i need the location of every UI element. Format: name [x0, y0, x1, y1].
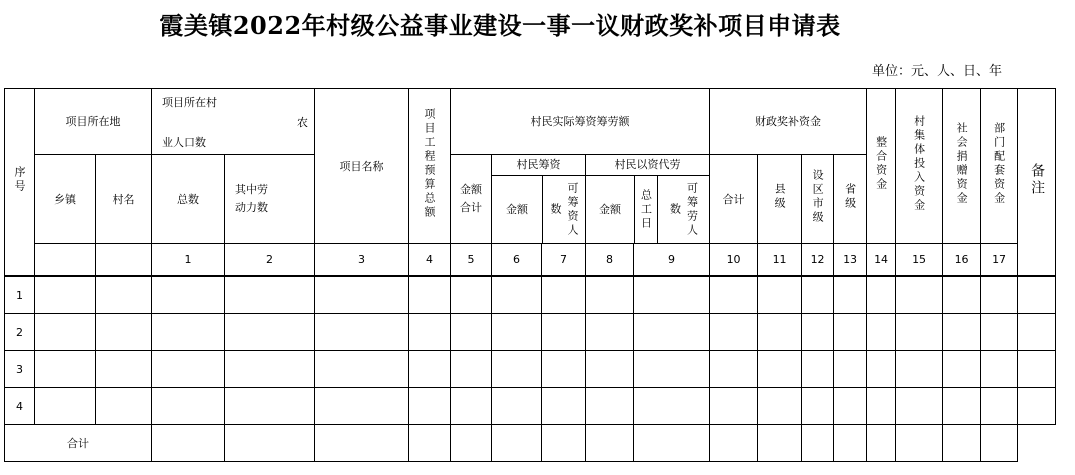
table-cell[interactable]	[834, 277, 867, 314]
table-cell[interactable]	[834, 314, 867, 351]
header-county: 县级	[758, 155, 802, 244]
total-cell[interactable]	[834, 425, 867, 462]
total-cell[interactable]	[802, 425, 834, 462]
table-cell[interactable]	[758, 388, 802, 425]
header-population	[152, 89, 315, 155]
header-location: 项目所在地	[35, 89, 152, 155]
table-cell[interactable]	[981, 351, 1018, 388]
table-cell[interactable]	[451, 314, 492, 351]
table-cell[interactable]	[409, 351, 451, 388]
total-row	[5, 425, 1056, 462]
row-seq: 4	[5, 388, 35, 425]
table-row	[5, 314, 1056, 351]
table-cell[interactable]	[225, 388, 315, 425]
total-cell[interactable]	[542, 425, 586, 462]
table-cell[interactable]	[542, 277, 586, 314]
table-cell[interactable]	[315, 351, 409, 388]
table-cell[interactable]	[634, 277, 710, 314]
colnum-2: 2	[225, 244, 315, 276]
header-dept: 部门配套资金	[981, 89, 1018, 244]
colnum-12: 12	[802, 244, 834, 276]
total-cell[interactable]	[896, 425, 943, 462]
table-cell[interactable]	[586, 388, 634, 425]
table-cell[interactable]	[834, 351, 867, 388]
table-cell[interactable]	[542, 314, 586, 351]
total-cell[interactable]	[981, 425, 1018, 462]
colnum-3: 3	[315, 244, 409, 276]
table-cell[interactable]	[758, 314, 802, 351]
table-cell[interactable]	[634, 314, 710, 351]
data-rows-table	[4, 276, 1056, 462]
total-cell[interactable]	[758, 425, 802, 462]
table-cell[interactable]	[35, 351, 96, 388]
table-cell[interactable]	[96, 351, 152, 388]
table-cell[interactable]	[409, 388, 451, 425]
table-cell[interactable]	[225, 351, 315, 388]
table-cell[interactable]	[96, 277, 152, 314]
table-cell[interactable]	[710, 351, 758, 388]
column-number-row	[5, 244, 1056, 276]
table-cell[interactable]	[981, 314, 1018, 351]
table-cell[interactable]	[542, 388, 586, 425]
total-cell[interactable]	[152, 425, 225, 462]
colnum-5: 5	[451, 244, 492, 276]
table-cell[interactable]	[834, 388, 867, 425]
table-cell[interactable]	[315, 388, 409, 425]
table-cell[interactable]	[1018, 314, 1056, 351]
table-cell[interactable]	[981, 388, 1018, 425]
table-cell[interactable]	[152, 388, 225, 425]
colnum-10: 10	[710, 244, 758, 276]
table-cell[interactable]	[896, 388, 943, 425]
table-cell[interactable]	[867, 388, 896, 425]
table-cell[interactable]	[634, 388, 710, 425]
header-remark: 备注	[1018, 89, 1056, 276]
total-label: 合计	[5, 425, 152, 462]
header-village: 村名	[96, 155, 152, 244]
table-cell[interactable]	[1018, 388, 1056, 425]
colnum-17: 17	[981, 244, 1018, 276]
pop-line3: 业人口数	[162, 135, 206, 149]
table-cell[interactable]	[1018, 351, 1056, 388]
unit-note: 单位：元、人、日、年	[872, 64, 1003, 79]
table-cell[interactable]	[492, 277, 542, 314]
total-cell[interactable]	[492, 425, 542, 462]
row-seq: 2	[5, 314, 35, 351]
header-total: 总数	[152, 155, 225, 244]
table-cell[interactable]	[225, 314, 315, 351]
table-cell[interactable]	[867, 351, 896, 388]
table-cell[interactable]	[315, 314, 409, 351]
table-row	[5, 351, 1056, 388]
header-villager-raise: 村民实际筹资筹劳额	[451, 89, 710, 155]
colnum-empty-b	[96, 244, 152, 276]
total-cell[interactable]	[710, 425, 758, 462]
header-labor-sub-group	[586, 155, 710, 244]
table-cell[interactable]	[96, 314, 152, 351]
table-cell[interactable]	[152, 277, 225, 314]
header-province: 省级	[834, 155, 867, 244]
colnum-11: 11	[758, 244, 802, 276]
table-cell[interactable]	[802, 314, 834, 351]
colnum-empty-a	[35, 244, 96, 276]
table-cell[interactable]	[409, 314, 451, 351]
table-cell[interactable]	[451, 277, 492, 314]
colnum-13: 13	[834, 244, 867, 276]
header-township: 乡镇	[35, 155, 96, 244]
table-cell[interactable]	[586, 277, 634, 314]
table-cell[interactable]	[896, 277, 943, 314]
row-seq: 3	[5, 351, 35, 388]
total-cell[interactable]	[867, 425, 896, 462]
colnum-4: 4	[409, 244, 451, 276]
colnum-16: 16	[943, 244, 981, 276]
header-social: 社会捐赠资金	[943, 89, 981, 244]
header-labor: 其中劳 动力数	[225, 155, 315, 244]
table-cell[interactable]	[492, 388, 542, 425]
table-cell[interactable]	[802, 351, 834, 388]
table-cell[interactable]	[896, 314, 943, 351]
application-table	[4, 88, 1056, 276]
header-collective: 村集体投入资金	[896, 89, 943, 244]
table-row	[5, 388, 1056, 425]
table-cell[interactable]	[586, 314, 634, 351]
total-cell[interactable]	[586, 425, 634, 462]
header-workdays: 总工日	[639, 188, 653, 231]
total-cell[interactable]	[315, 425, 409, 462]
table-row	[5, 277, 1056, 314]
table-cell[interactable]	[35, 388, 96, 425]
colnum-15: 15	[896, 244, 943, 276]
table-cell[interactable]	[315, 277, 409, 314]
table-cell[interactable]	[35, 277, 96, 314]
table-cell[interactable]	[710, 388, 758, 425]
table-cell[interactable]	[225, 277, 315, 314]
header-budget: 项目工程预算总额	[409, 89, 451, 244]
total-cell[interactable]	[225, 425, 315, 462]
header-raise-total: 金额 合计	[451, 155, 492, 244]
colnum-14: 14	[867, 244, 896, 276]
table-cell[interactable]	[981, 277, 1018, 314]
row-seq: 1	[5, 277, 35, 314]
table-cell[interactable]	[943, 314, 981, 351]
colnum-1: 1	[152, 244, 225, 276]
header-project-name: 项目名称	[315, 89, 409, 244]
total-cell[interactable]	[943, 425, 981, 462]
header-city: 设区市级	[802, 155, 834, 244]
header-integrated: 整合资金	[867, 89, 896, 244]
header-fiscal-total: 合计	[710, 155, 758, 244]
table-cell[interactable]	[867, 277, 896, 314]
table-cell[interactable]	[492, 314, 542, 351]
table-cell[interactable]	[802, 277, 834, 314]
table-cell[interactable]	[152, 351, 225, 388]
table-cell[interactable]	[802, 388, 834, 425]
header-amount: 金额	[492, 176, 543, 243]
table-cell[interactable]	[943, 277, 981, 314]
header-amount2: 金额	[586, 176, 635, 243]
colnum-9: 9	[634, 244, 710, 276]
table-cell[interactable]	[492, 351, 542, 388]
table-cell[interactable]	[710, 277, 758, 314]
pop-line2: 农	[297, 115, 308, 129]
header-funders-count: 可筹资人数	[549, 181, 579, 238]
table-cell[interactable]	[152, 314, 225, 351]
total-cell[interactable]	[409, 425, 451, 462]
table-cell[interactable]	[896, 351, 943, 388]
table-cell[interactable]	[586, 351, 634, 388]
table-cell[interactable]	[943, 351, 981, 388]
table-cell[interactable]	[542, 351, 586, 388]
table-cell[interactable]	[451, 351, 492, 388]
pop-line1: 项目所在村	[162, 95, 217, 109]
total-cell[interactable]	[634, 425, 710, 462]
header-laborers-count: 可筹劳人数	[668, 181, 699, 238]
form-title: 霞美镇2022年村级公益事业建设一事一议财政奖补项目申请表	[159, 11, 841, 40]
table-cell[interactable]	[867, 314, 896, 351]
header-labor-sub: 村民以资代劳	[586, 155, 709, 176]
table-cell[interactable]	[96, 388, 152, 425]
table-cell[interactable]	[710, 314, 758, 351]
header-seq: 序号	[5, 89, 35, 276]
table-cell[interactable]	[758, 351, 802, 388]
colnum-7: 7	[542, 244, 586, 276]
header-raise-funds: 村民筹资	[492, 155, 585, 176]
table-cell[interactable]	[634, 351, 710, 388]
table-cell[interactable]	[451, 388, 492, 425]
table-cell[interactable]	[758, 277, 802, 314]
header-raise-funds-group	[492, 155, 586, 244]
table-cell[interactable]	[35, 314, 96, 351]
table-cell[interactable]	[943, 388, 981, 425]
table-cell[interactable]	[409, 277, 451, 314]
header-fiscal: 财政奖补资金	[710, 89, 867, 155]
table-cell[interactable]	[1018, 277, 1056, 314]
total-cell[interactable]	[451, 425, 492, 462]
colnum-6: 6	[492, 244, 542, 276]
colnum-8: 8	[586, 244, 634, 276]
